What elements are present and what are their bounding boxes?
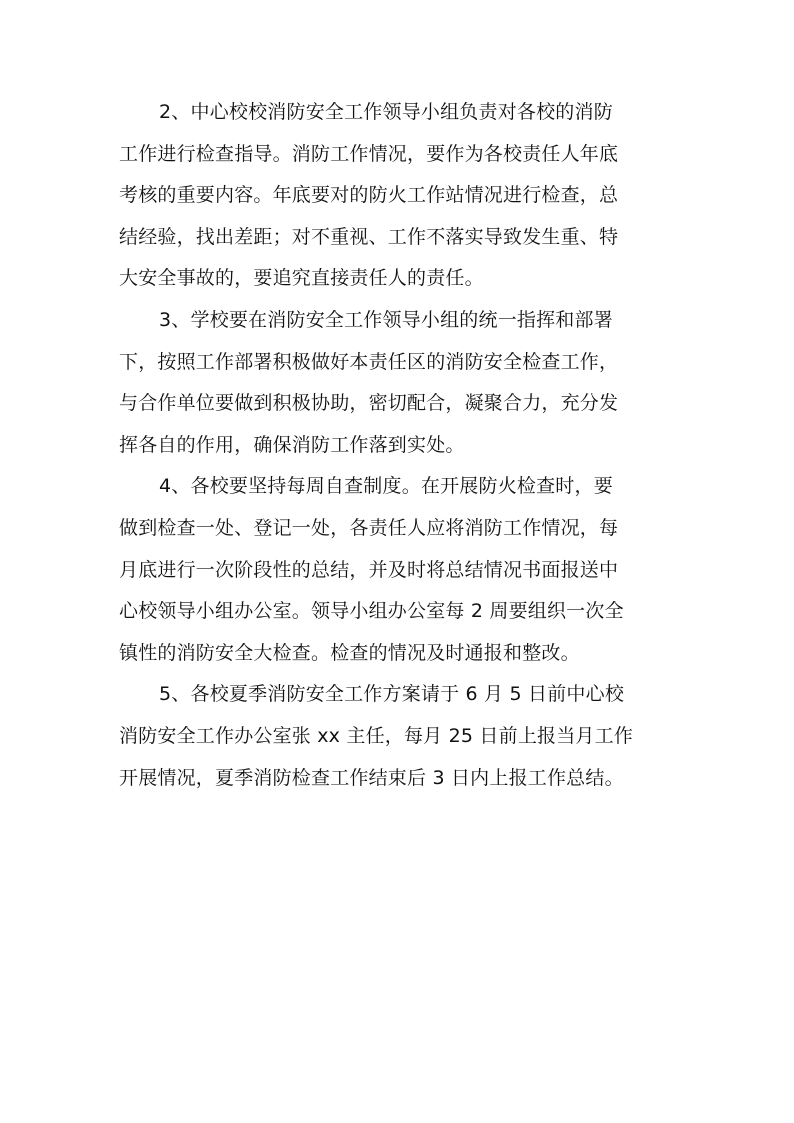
- paragraph-line: 与合作单位要做到积极协助，密切配合，凝聚合力，充分发: [119, 392, 619, 415]
- paragraph-line: 2、中心校校消防安全工作领导小组负责对各校的消防: [159, 101, 613, 123]
- paragraph-3: [119, 300, 689, 466]
- document-body: [119, 92, 689, 799]
- paragraph-5: [119, 674, 689, 799]
- paragraph-line: 挥各自的作用，确保消防工作落到实处。: [119, 433, 465, 456]
- paragraph-line: 做到检查一处、登记一处，各责任人应将消防工作情况，每: [119, 516, 619, 539]
- paragraph-line: 开展情况，夏季消防检查工作结束后 3 日内上报工作总结。: [119, 766, 624, 789]
- paragraph-line: 5、各校夏季消防安全工作方案请于 6 月 5 日前中心校: [159, 683, 625, 706]
- paragraph-line: 工作进行检查指导。消防工作情况，要作为各校责任人年底: [119, 142, 619, 165]
- paragraph-line: 结经验，找出差距；对不重视、工作不落实导致发生重、特: [119, 225, 619, 248]
- paragraph-4: [119, 466, 689, 674]
- paragraph-line: 4、各校要坚持每周自查制度。在开展防火检查时，要: [159, 475, 613, 498]
- paragraph-line: 镇性的消防安全大检查。检查的情况及时通报和整改。: [119, 641, 580, 664]
- paragraph-line: 消防安全工作办公室张 xx 主任，每月 25 日前上报当月工作: [119, 724, 634, 747]
- paragraph-line: 3、学校要在消防安全工作领导小组的统一指挥和部署: [159, 308, 613, 331]
- paragraph-line: 考核的重要内容。年底要对的防火工作站情况进行检查，总: [119, 184, 619, 207]
- paragraph-2: [119, 92, 689, 300]
- paragraph-line: 下，按照工作部署积极做好本责任区的消防安全检查工作，: [119, 350, 619, 373]
- paragraph-line: 月底进行一次阶段性的总结，并及时将总结情况书面报送中: [119, 558, 619, 581]
- paragraph-line: 大安全事故的，要追究直接责任人的责任。: [119, 267, 484, 290]
- paragraph-line: 心校领导小组办公室。领导小组办公室每 2 周要组织一次全: [119, 600, 624, 623]
